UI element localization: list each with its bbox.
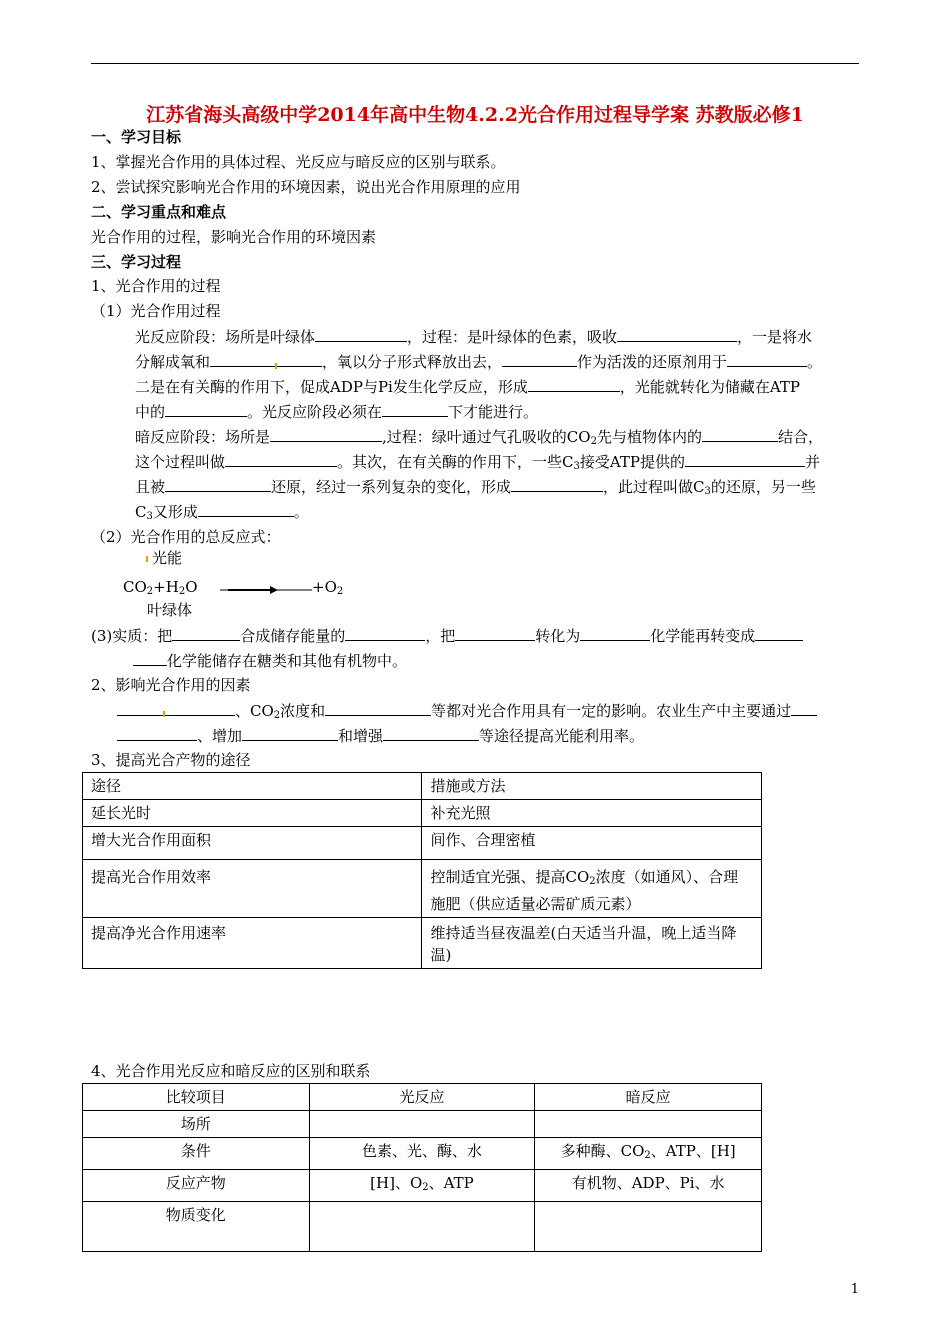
blank[interactable] (315, 326, 407, 342)
blank[interactable] (511, 476, 603, 492)
blank[interactable] (755, 625, 803, 641)
objective-2: 2、尝试探究影响光合作用的环境因素，说出光合作用原理的应用 (91, 178, 521, 196)
factors-line-1: 、$CO_2$浓度和 等都对光合作用具有一定的影响。农业生产中主要通过 (117, 700, 817, 726)
blank[interactable] (580, 625, 650, 641)
process-subheading: （1）光合作用过程 (91, 302, 221, 320)
light-reaction-line-4: 中的 。光反应阶段必须在 下才能进行。 (135, 403, 539, 421)
mark (275, 363, 277, 369)
equation-condition-chloroplast: 叶绿体 (147, 601, 193, 619)
light-reaction-line-3: 二是在有关酶的作用下，促成ADP与Pi发生化学反应，形成 ，光能就转化为储藏在ATP (135, 378, 800, 396)
yield-methods-table (82, 772, 762, 969)
blank[interactable] (172, 625, 240, 641)
blank[interactable] (198, 501, 294, 517)
section-1-heading: 一、学习目标 (91, 128, 182, 146)
page-number: 1 (850, 1282, 859, 1297)
equation-condition-light: 光能 (152, 549, 183, 567)
blank[interactable] (165, 401, 247, 417)
blank[interactable] (117, 700, 235, 716)
table-row: 场所 (83, 1111, 762, 1138)
light-reaction-line-1: 光反应阶段：场所是叶绿体 ，过程：是叶绿体的色素，吸收 ，一是将水 (135, 328, 813, 346)
dark-reaction-line-4: $C_3$又形成 。 (135, 503, 309, 522)
equation-heading: （2）光合作用的总反应式： (91, 528, 281, 546)
blank[interactable] (270, 426, 382, 442)
process-heading: 1、光合作用的过程 (91, 277, 221, 295)
dark-reaction-line-3: 且被 还原，经过一系列复杂的变化，形成 ，此过程叫做$C_3$的还原，另一些 (135, 478, 816, 497)
blank[interactable] (617, 326, 737, 342)
table1-heading: 3、提高光合产物的途径 (91, 751, 251, 769)
dark-reaction-line-2: 这个过程叫做 。其次，在有关酶的作用下，一些$C_3$接受ATP提供的 并 (135, 453, 821, 472)
blank[interactable] (727, 351, 807, 367)
top-rule (91, 63, 859, 64)
table-row: 途径 措施或方法 (83, 773, 762, 800)
essence-line-2: 化学能储存在糖类和其他有机物中。 (133, 650, 407, 671)
section-2-heading: 二、学习重点和难点 (91, 203, 227, 221)
factors-heading: 2、影响光合作用的因素 (91, 676, 251, 694)
blank[interactable] (455, 625, 535, 641)
blank[interactable] (383, 725, 479, 741)
blank[interactable] (702, 426, 778, 442)
dark-reaction-line-1: 暗反应阶段：场所是 ,过程：绿叶通过气孔吸收的$CO_2$先与植物体内的 结合， (135, 428, 823, 447)
table-row: 条件 色素、光、酶、水 多种酶、$CO_2$、ATP、[H] (83, 1138, 762, 1170)
table-row: 反应产物 [H]、$O_2$、ATP 有机物、ADP、Pi、水 (83, 1170, 762, 1202)
blank[interactable] (117, 725, 197, 741)
blank[interactable] (382, 401, 448, 417)
light-reaction-line-2: 分解成氧和 ，氧以分子形式释放出去， 作为活泼的还原剂用于 。 (135, 353, 823, 371)
mark (163, 711, 165, 717)
objective-1: 1、掌握光合作用的具体过程、光反应与暗反应的区别与联系。 (91, 153, 506, 171)
blank[interactable] (528, 376, 620, 392)
light-dark-comparison-table (82, 1083, 762, 1252)
table-row: 物质变化 (83, 1202, 762, 1252)
table-row: 延长光时 补充光照 (83, 800, 762, 827)
blank[interactable] (225, 451, 337, 467)
factors-line-2: 、增加 和增强 等途径提高光能利用率。 (117, 725, 644, 746)
blank[interactable] (210, 351, 322, 367)
blank[interactable] (502, 351, 577, 367)
table-row: 提高光合作用效率 控制适宜光强、提高$CO_2$浓度（如通风）、合理施肥（供应适量必需矿质元素） (83, 860, 762, 918)
mark (146, 556, 148, 562)
document-title: 江苏省海头高级中学2014年高中生物4.2.2光合作用过程导学案 苏教版必修1 (146, 104, 804, 126)
table-row: 增大光合作用面积 间作、合理密植 (83, 827, 762, 860)
key-points: 光合作用的过程，影响光合作用的环境因素 (91, 228, 377, 246)
essence-line-1: (3)实质：把 合成储存能量的 ，把 转化为 化学能再转变成 (91, 625, 803, 646)
blank[interactable] (242, 725, 338, 741)
table-row: 提高净光合作用速率 维持适当昼夜温差(白天适当升温，晚上适当降温) (83, 918, 762, 969)
blank[interactable] (165, 476, 271, 492)
table2-heading: 4、光合作用光反应和暗反应的区别和联系 (91, 1062, 371, 1080)
blank[interactable] (325, 700, 431, 716)
section-3-heading: 三、学习过程 (91, 253, 182, 271)
table-row: 比较项目 光反应 暗反应 (83, 1084, 762, 1111)
blank[interactable] (791, 700, 817, 716)
blank[interactable] (345, 625, 425, 641)
blank[interactable] (133, 650, 167, 666)
equation-products: $+O_2$ (312, 578, 344, 597)
reaction-arrow-icon (220, 585, 312, 595)
blank[interactable] (685, 451, 805, 467)
equation-reactants: $CO_2+H_2O$ (123, 578, 198, 597)
